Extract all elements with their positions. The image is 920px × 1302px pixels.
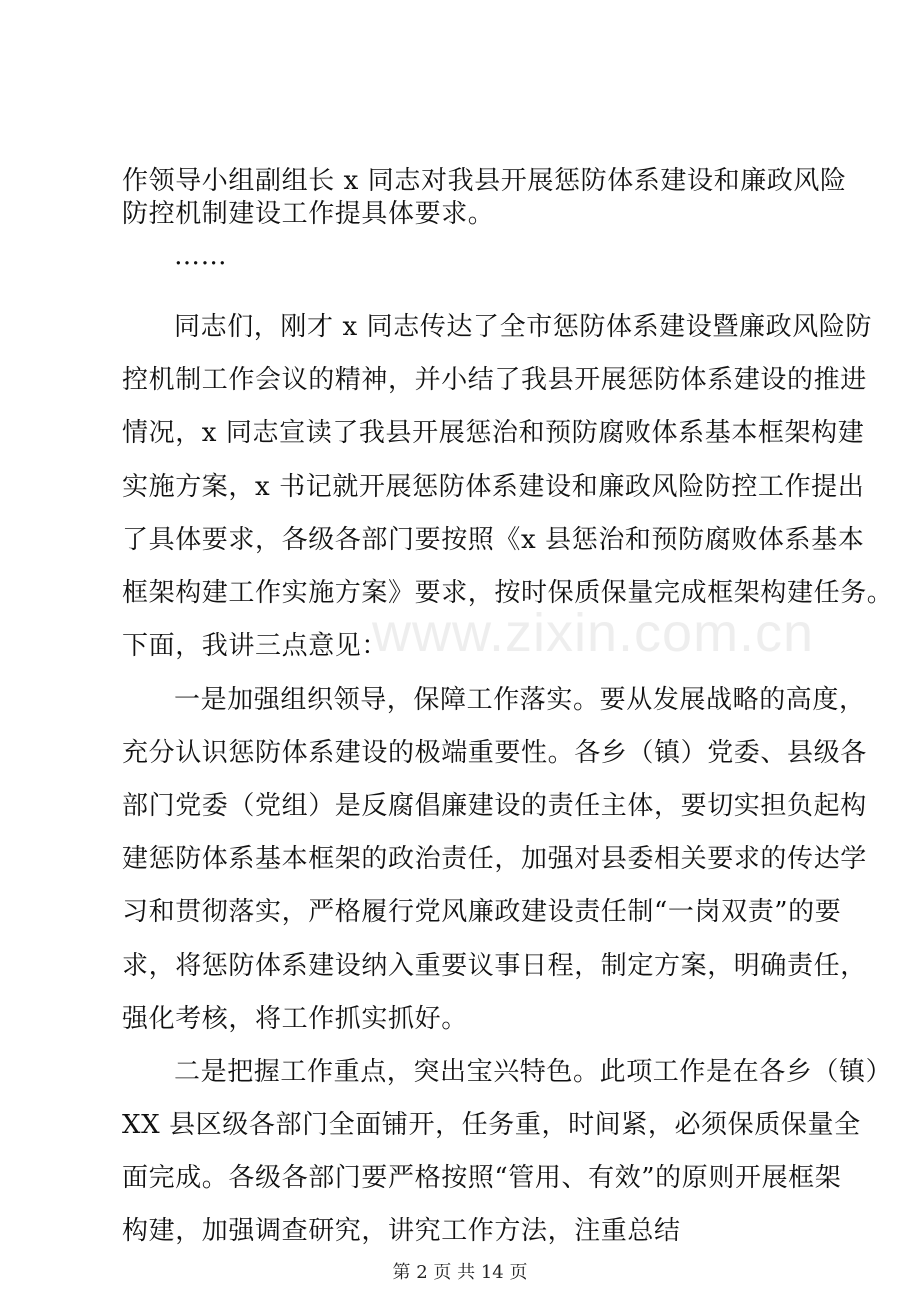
text-line: 控机制工作会议的精神，并小结了我县开展惩防体系建设的推进 (122, 365, 867, 395)
page-number-footer: 第 2 页 共 14 页 (392, 1262, 528, 1283)
text-line: 求，将惩防体系建设纳入重要议事日程，制定方案，明确责任， (122, 951, 867, 981)
paragraph-start: 同志们，刚才 x 同志传达了全市惩防体系建设暨廉政风险防 (174, 312, 872, 342)
text-line: 实施方案，x 书记就开展惩防体系建设和廉政风险防控工作提出 (122, 472, 865, 502)
text-line: XX 县区级各部门全面铺开，任务重，时间紧，必须保质保量全 (122, 1110, 861, 1140)
text-line: 建惩防体系基本框架的政治责任，加强对县委相关要求的传达学 (122, 844, 867, 874)
watermark: www.zixin.com.cn (372, 603, 815, 663)
text-line: 作领导小组副组长 x 同志对我县开展惩防体系建设和廉政风险 (122, 166, 847, 196)
text-line: 面完成。各级各部门要严格按照“管用、有效”的原则开展框架 (122, 1163, 842, 1193)
text-line: 充分认识惩防体系建设的极端重要性。各乡（镇）党委、县级各 (122, 738, 867, 768)
text-line: 部门党委（党组）是反腐倡廉建设的责任主体，要切实担负起构 (122, 791, 867, 821)
text-line: 强化考核，将工作抓实抓好。 (122, 1004, 468, 1034)
paragraph-start: 二是把握工作重点，突出宝兴特色。此项工作是在各乡（镇） (174, 1057, 893, 1087)
text-line: 了具体要求，各级各部门要按照《x 县惩治和预防腐败体系基本 (122, 525, 865, 555)
text-line: 框架构建工作实施方案》要求，按时保质保量完成框架构建任务。 (122, 578, 894, 608)
paragraph-start: 一是加强组织领导，保障工作落实。要从发展战略的高度， (174, 685, 866, 715)
text-line: 下面，我讲三点意见： (122, 631, 389, 661)
text-line: 防控机制建设工作提具体要求。 (122, 199, 495, 229)
text-line: 习和贯彻落实，严格履行党风廉政建设责任制“一岗双责”的要 (122, 897, 842, 927)
text-line: 情况，x 同志宣读了我县开展惩治和预防腐败体系基本框架构建 (122, 418, 865, 448)
ellipsis-line: …… (174, 241, 228, 271)
text-line: 构建，加强调查研究，讲究工作方法，注重总结 (122, 1216, 681, 1246)
